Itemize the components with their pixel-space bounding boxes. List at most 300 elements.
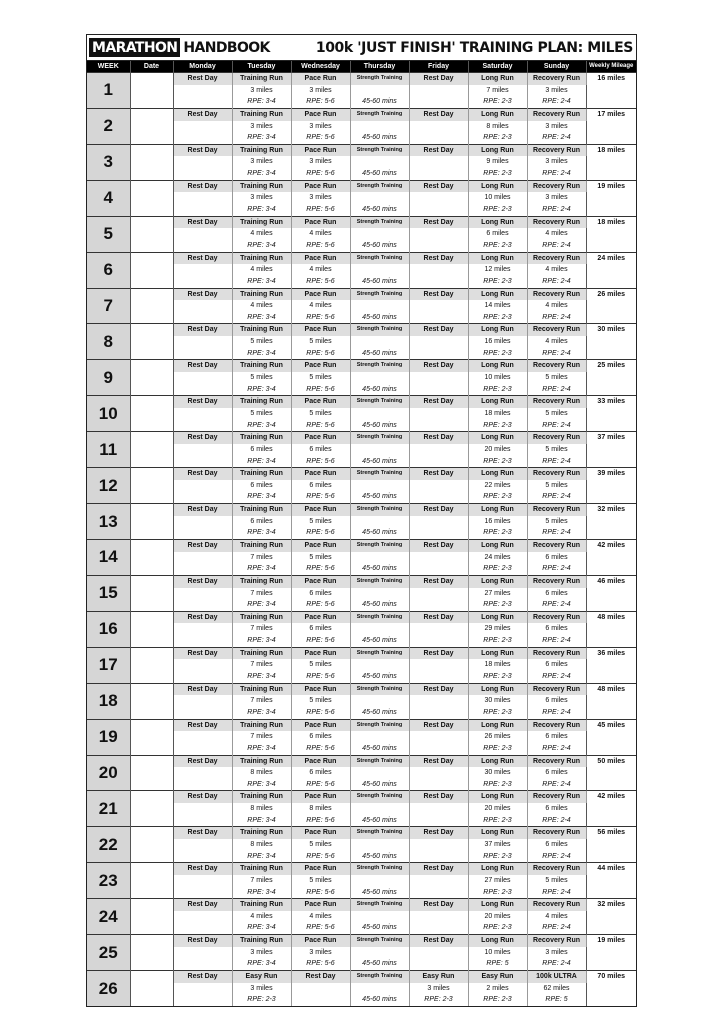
saturday-session: Long Run: [468, 360, 527, 372]
brand-logo: [89, 38, 272, 57]
wednesday-effort: RPE: 5-6: [291, 851, 350, 863]
saturday-session: Long Run: [468, 827, 527, 839]
sunday-effort: RPE: 2-4: [527, 276, 586, 288]
wednesday-distance: 4 miles: [291, 228, 350, 240]
saturday-effort: RPE: 2-3: [468, 132, 527, 144]
thursday-distance: [350, 192, 409, 204]
date-cell: [130, 683, 173, 719]
saturday-effort: RPE: 2-3: [468, 743, 527, 755]
wednesday-effort: RPE: 5-6: [291, 240, 350, 252]
friday-effort: [409, 922, 468, 934]
table-row: [87, 144, 636, 156]
weekly-mileage: 17 miles: [586, 108, 636, 144]
saturday-session: Long Run: [468, 539, 527, 551]
wednesday-effort: RPE: 5-6: [291, 815, 350, 827]
week-number: 22: [87, 827, 130, 863]
sunday-effort: RPE: 2-4: [527, 456, 586, 468]
saturday-distance: 2 miles: [468, 983, 527, 995]
saturday-effort: RPE: 2-3: [468, 168, 527, 180]
tuesday-session: Training Run: [232, 683, 291, 695]
saturday-effort: RPE: 2-3: [468, 204, 527, 216]
sunday-distance: 4 miles: [527, 336, 586, 348]
thursday-distance: [350, 803, 409, 815]
sunday-session: Recovery Run: [527, 827, 586, 839]
thursday-distance: [350, 372, 409, 384]
week-number: 21: [87, 791, 130, 827]
monday-session: Rest Day: [173, 827, 232, 839]
thursday-session: Strength Training: [350, 935, 409, 947]
saturday-distance: 10 miles: [468, 192, 527, 204]
weekly-mileage: 36 miles: [586, 647, 636, 683]
tuesday-session: Training Run: [232, 647, 291, 659]
table-row: [87, 575, 636, 587]
saturday-distance: 6 miles: [468, 228, 527, 240]
saturday-distance: 20 miles: [468, 803, 527, 815]
tuesday-session: Easy Run: [232, 971, 291, 983]
monday-distance: [173, 623, 232, 635]
thursday-session: Strength Training: [350, 647, 409, 659]
sunday-effort: RPE: 2-4: [527, 96, 586, 108]
table-row: [87, 360, 636, 372]
tuesday-effort: RPE: 3-4: [232, 312, 291, 324]
saturday-session: Long Run: [468, 108, 527, 120]
week-number: 1: [87, 73, 130, 109]
tuesday-distance: 8 miles: [232, 803, 291, 815]
wednesday-effort: RPE: 5-6: [291, 527, 350, 539]
friday-session: Rest Day: [409, 252, 468, 264]
table-row: [87, 288, 636, 300]
date-cell: [130, 144, 173, 180]
thursday-distance: [350, 588, 409, 600]
monday-effort: [173, 887, 232, 899]
sunday-distance: 5 miles: [527, 372, 586, 384]
date-cell: [130, 216, 173, 252]
saturday-distance: 30 miles: [468, 695, 527, 707]
wednesday-session: Pace Run: [291, 539, 350, 551]
friday-distance: [409, 336, 468, 348]
wednesday-effort: RPE: 5-6: [291, 958, 350, 970]
tuesday-distance: 5 miles: [232, 372, 291, 384]
friday-distance: [409, 192, 468, 204]
weekly-mileage: 48 miles: [586, 611, 636, 647]
tuesday-session: Training Run: [232, 504, 291, 516]
friday-effort: [409, 887, 468, 899]
date-cell: [130, 719, 173, 755]
thursday-distance: [350, 264, 409, 276]
week-number: 12: [87, 468, 130, 504]
friday-distance: [409, 947, 468, 959]
wednesday-session: Pace Run: [291, 899, 350, 911]
saturday-session: Long Run: [468, 935, 527, 947]
friday-distance: [409, 875, 468, 887]
monday-distance: [173, 156, 232, 168]
week-number: 5: [87, 216, 130, 252]
table-row: [87, 827, 636, 839]
wednesday-session: Pace Run: [291, 73, 350, 85]
sunday-effort: RPE: 2-4: [527, 707, 586, 719]
saturday-session: Long Run: [468, 216, 527, 228]
wednesday-distance: 6 miles: [291, 767, 350, 779]
monday-effort: [173, 420, 232, 432]
sunday-session: Recovery Run: [527, 899, 586, 911]
table-row: [87, 504, 636, 516]
monday-effort: [173, 707, 232, 719]
friday-distance: [409, 121, 468, 133]
weekly-mileage: 45 miles: [586, 719, 636, 755]
date-cell: [130, 575, 173, 611]
monday-session: Rest Day: [173, 144, 232, 156]
monday-effort: [173, 851, 232, 863]
saturday-session: Long Run: [468, 683, 527, 695]
monday-session: Rest Day: [173, 575, 232, 587]
wednesday-distance: 5 miles: [291, 839, 350, 851]
saturday-effort: RPE: 2-3: [468, 456, 527, 468]
col-header-weekly-mileage: Weekly Mileage: [586, 61, 636, 73]
sunday-session: Recovery Run: [527, 108, 586, 120]
monday-distance: [173, 85, 232, 97]
tuesday-session: Training Run: [232, 432, 291, 444]
monday-distance: [173, 336, 232, 348]
friday-effort: [409, 563, 468, 575]
tuesday-effort: RPE: 3-4: [232, 635, 291, 647]
friday-effort: [409, 815, 468, 827]
monday-distance: [173, 875, 232, 887]
training-plan-sheet: [86, 34, 637, 1007]
thursday-distance: [350, 983, 409, 995]
tuesday-effort: RPE: 3-4: [232, 707, 291, 719]
thursday-effort: 45-60 mins: [350, 671, 409, 683]
plan-header: [87, 35, 636, 61]
tuesday-effort: RPE: 3-4: [232, 527, 291, 539]
wednesday-session: Pace Run: [291, 719, 350, 731]
sunday-effort: RPE: 2-4: [527, 635, 586, 647]
monday-session: Rest Day: [173, 216, 232, 228]
saturday-session: Long Run: [468, 252, 527, 264]
monday-distance: [173, 516, 232, 528]
col-header-sunday: Sunday: [527, 61, 586, 73]
wednesday-effort: RPE: 5-6: [291, 312, 350, 324]
col-header-tuesday: Tuesday: [232, 61, 291, 73]
saturday-session: Long Run: [468, 755, 527, 767]
thursday-effort: 45-60 mins: [350, 707, 409, 719]
friday-effort: [409, 779, 468, 791]
saturday-distance: 9 miles: [468, 156, 527, 168]
weekly-mileage: 19 miles: [586, 935, 636, 971]
wednesday-effort: RPE: 5-6: [291, 276, 350, 288]
saturday-effort: RPE: 2-3: [468, 851, 527, 863]
friday-distance: [409, 300, 468, 312]
saturday-session: Long Run: [468, 504, 527, 516]
sunday-distance: 3 miles: [527, 947, 586, 959]
col-header-week: WEEK: [87, 61, 130, 73]
wednesday-session: Pace Run: [291, 683, 350, 695]
wednesday-distance: 6 miles: [291, 623, 350, 635]
saturday-distance: 30 miles: [468, 767, 527, 779]
tuesday-session: Training Run: [232, 324, 291, 336]
saturday-session: Long Run: [468, 324, 527, 336]
tuesday-session: Training Run: [232, 73, 291, 85]
table-row: [87, 971, 636, 983]
friday-effort: [409, 599, 468, 611]
wednesday-distance: [291, 983, 350, 995]
monday-effort: [173, 240, 232, 252]
date-cell: [130, 863, 173, 899]
tuesday-session: Training Run: [232, 539, 291, 551]
tuesday-session: Training Run: [232, 935, 291, 947]
saturday-distance: 16 miles: [468, 516, 527, 528]
tuesday-effort: RPE: 3-4: [232, 96, 291, 108]
week-number: 24: [87, 899, 130, 935]
tuesday-distance: 7 miles: [232, 552, 291, 564]
sunday-distance: 3 miles: [527, 156, 586, 168]
weekly-mileage: 70 miles: [586, 971, 636, 1006]
friday-session: Rest Day: [409, 827, 468, 839]
week-number: 15: [87, 575, 130, 611]
friday-distance: [409, 803, 468, 815]
sunday-session: Recovery Run: [527, 504, 586, 516]
monday-effort: [173, 348, 232, 360]
thursday-session: Strength Training: [350, 180, 409, 192]
friday-effort: [409, 312, 468, 324]
saturday-distance: 14 miles: [468, 300, 527, 312]
date-cell: [130, 791, 173, 827]
monday-session: Rest Day: [173, 288, 232, 300]
monday-effort: [173, 671, 232, 683]
monday-effort: [173, 96, 232, 108]
sunday-distance: 6 miles: [527, 695, 586, 707]
sunday-distance: 3 miles: [527, 121, 586, 133]
sunday-distance: 3 miles: [527, 192, 586, 204]
monday-session: Rest Day: [173, 755, 232, 767]
saturday-distance: 12 miles: [468, 264, 527, 276]
sunday-effort: RPE: 2-4: [527, 887, 586, 899]
wednesday-distance: 3 miles: [291, 85, 350, 97]
monday-distance: [173, 983, 232, 995]
monday-distance: [173, 947, 232, 959]
friday-session: Rest Day: [409, 863, 468, 875]
sunday-distance: 4 miles: [527, 911, 586, 923]
date-cell: [130, 324, 173, 360]
friday-effort: [409, 276, 468, 288]
saturday-distance: 24 miles: [468, 552, 527, 564]
wednesday-distance: 3 miles: [291, 192, 350, 204]
friday-session: Rest Day: [409, 396, 468, 408]
weekly-mileage: 32 miles: [586, 899, 636, 935]
thursday-session: Strength Training: [350, 324, 409, 336]
sunday-session: Recovery Run: [527, 73, 586, 85]
thursday-distance: [350, 156, 409, 168]
friday-effort: [409, 851, 468, 863]
monday-session: Rest Day: [173, 971, 232, 983]
thursday-distance: [350, 228, 409, 240]
table-row: [87, 73, 636, 85]
tuesday-effort: RPE: 3-4: [232, 815, 291, 827]
wednesday-session: Pace Run: [291, 180, 350, 192]
wednesday-effort: RPE: 5-6: [291, 887, 350, 899]
thursday-session: Strength Training: [350, 73, 409, 85]
saturday-effort: RPE: 5: [468, 958, 527, 970]
wednesday-session: Pace Run: [291, 647, 350, 659]
tuesday-distance: 5 miles: [232, 408, 291, 420]
sunday-distance: 4 miles: [527, 264, 586, 276]
weekly-mileage: 26 miles: [586, 288, 636, 324]
wednesday-session: Pace Run: [291, 791, 350, 803]
tuesday-session: Training Run: [232, 468, 291, 480]
sunday-effort: RPE: 2-4: [527, 922, 586, 934]
col-header-date: Date: [130, 61, 173, 73]
thursday-session: Strength Training: [350, 360, 409, 372]
sunday-distance: 5 miles: [527, 408, 586, 420]
thursday-distance: [350, 85, 409, 97]
wednesday-effort: RPE: 5-6: [291, 132, 350, 144]
date-cell: [130, 252, 173, 288]
tuesday-effort: RPE: 3-4: [232, 671, 291, 683]
monday-effort: [173, 994, 232, 1006]
thursday-session: Strength Training: [350, 144, 409, 156]
tuesday-distance: 6 miles: [232, 444, 291, 456]
sunday-session: Recovery Run: [527, 360, 586, 372]
friday-effort: [409, 456, 468, 468]
saturday-distance: 7 miles: [468, 85, 527, 97]
tuesday-distance: 7 miles: [232, 623, 291, 635]
col-header-friday: Friday: [409, 61, 468, 73]
weekly-mileage: 50 miles: [586, 755, 636, 791]
monday-session: Rest Day: [173, 863, 232, 875]
saturday-distance: 26 miles: [468, 731, 527, 743]
friday-effort: [409, 671, 468, 683]
thursday-session: Strength Training: [350, 252, 409, 264]
col-header-monday: Monday: [173, 61, 232, 73]
sunday-session: Recovery Run: [527, 935, 586, 947]
thursday-distance: [350, 336, 409, 348]
table-row: [87, 899, 636, 911]
wednesday-distance: 5 miles: [291, 552, 350, 564]
weekly-mileage: 48 miles: [586, 683, 636, 719]
monday-session: Rest Day: [173, 324, 232, 336]
monday-effort: [173, 491, 232, 503]
friday-session: Rest Day: [409, 539, 468, 551]
weekly-mileage: 18 miles: [586, 216, 636, 252]
page-title: 100k 'JUST FINISH' TRAINING PLAN: MILES: [315, 39, 633, 56]
monday-distance: [173, 192, 232, 204]
wednesday-effort: RPE: 5-6: [291, 707, 350, 719]
friday-session: Rest Day: [409, 468, 468, 480]
wednesday-distance: 6 miles: [291, 444, 350, 456]
monday-session: Rest Day: [173, 611, 232, 623]
wednesday-distance: 6 miles: [291, 731, 350, 743]
thursday-effort: 45-60 mins: [350, 491, 409, 503]
sunday-effort: RPE: 2-4: [527, 132, 586, 144]
friday-session: Rest Day: [409, 791, 468, 803]
wednesday-distance: 4 miles: [291, 911, 350, 923]
thursday-distance: [350, 552, 409, 564]
monday-session: Rest Day: [173, 468, 232, 480]
wednesday-effort: RPE: 5-6: [291, 563, 350, 575]
wednesday-distance: 4 miles: [291, 300, 350, 312]
friday-distance: [409, 156, 468, 168]
week-number: 6: [87, 252, 130, 288]
friday-session: Rest Day: [409, 755, 468, 767]
friday-distance: [409, 408, 468, 420]
saturday-session: Long Run: [468, 791, 527, 803]
thursday-distance: [350, 659, 409, 671]
date-cell: [130, 504, 173, 540]
tuesday-effort: RPE: 3-4: [232, 922, 291, 934]
monday-distance: [173, 911, 232, 923]
sunday-session: Recovery Run: [527, 719, 586, 731]
friday-session: Rest Day: [409, 683, 468, 695]
sunday-effort: RPE: 2-4: [527, 851, 586, 863]
sunday-effort: RPE: 2-4: [527, 527, 586, 539]
sunday-effort: RPE: 2-4: [527, 958, 586, 970]
sunday-effort: RPE: 2-4: [527, 420, 586, 432]
sunday-session: Recovery Run: [527, 755, 586, 767]
monday-session: Rest Day: [173, 504, 232, 516]
weekly-mileage: 16 miles: [586, 73, 636, 109]
friday-distance: [409, 767, 468, 779]
friday-effort: [409, 96, 468, 108]
wednesday-distance: 5 miles: [291, 336, 350, 348]
tuesday-distance: 7 miles: [232, 588, 291, 600]
table-row: [87, 324, 636, 336]
wednesday-effort: RPE: 5-6: [291, 671, 350, 683]
saturday-session: Long Run: [468, 719, 527, 731]
sunday-session: 100k ULTRA: [527, 971, 586, 983]
thursday-session: Strength Training: [350, 288, 409, 300]
sunday-effort: RPE: 2-4: [527, 491, 586, 503]
thursday-session: Strength Training: [350, 863, 409, 875]
saturday-effort: RPE: 2-3: [468, 707, 527, 719]
friday-session: Rest Day: [409, 216, 468, 228]
tuesday-distance: 7 miles: [232, 731, 291, 743]
monday-effort: [173, 384, 232, 396]
friday-distance: [409, 228, 468, 240]
table-row: [87, 180, 636, 192]
weekly-mileage: 44 miles: [586, 863, 636, 899]
friday-session: Rest Day: [409, 360, 468, 372]
saturday-session: Long Run: [468, 144, 527, 156]
table-row: [87, 611, 636, 623]
tuesday-session: Training Run: [232, 791, 291, 803]
tuesday-session: Training Run: [232, 863, 291, 875]
friday-distance: [409, 911, 468, 923]
saturday-effort: RPE: 2-3: [468, 887, 527, 899]
saturday-effort: RPE: 2-3: [468, 276, 527, 288]
thursday-session: Strength Training: [350, 216, 409, 228]
tuesday-effort: RPE: 3-4: [232, 779, 291, 791]
thursday-effort: 45-60 mins: [350, 168, 409, 180]
week-number: 9: [87, 360, 130, 396]
monday-session: Rest Day: [173, 647, 232, 659]
friday-session: Rest Day: [409, 324, 468, 336]
friday-session: Rest Day: [409, 719, 468, 731]
friday-effort: [409, 384, 468, 396]
weekly-mileage: 46 miles: [586, 575, 636, 611]
thursday-session: Strength Training: [350, 504, 409, 516]
thursday-session: Strength Training: [350, 683, 409, 695]
table-row: [87, 396, 636, 408]
table-row: [87, 863, 636, 875]
thursday-effort: 45-60 mins: [350, 851, 409, 863]
saturday-distance: 18 miles: [468, 408, 527, 420]
wednesday-distance: 5 miles: [291, 695, 350, 707]
friday-session: Rest Day: [409, 73, 468, 85]
saturday-effort: RPE: 2-3: [468, 994, 527, 1006]
tuesday-effort: RPE: 3-4: [232, 276, 291, 288]
monday-distance: [173, 731, 232, 743]
thursday-session: Strength Training: [350, 971, 409, 983]
wednesday-effort: [291, 994, 350, 1006]
